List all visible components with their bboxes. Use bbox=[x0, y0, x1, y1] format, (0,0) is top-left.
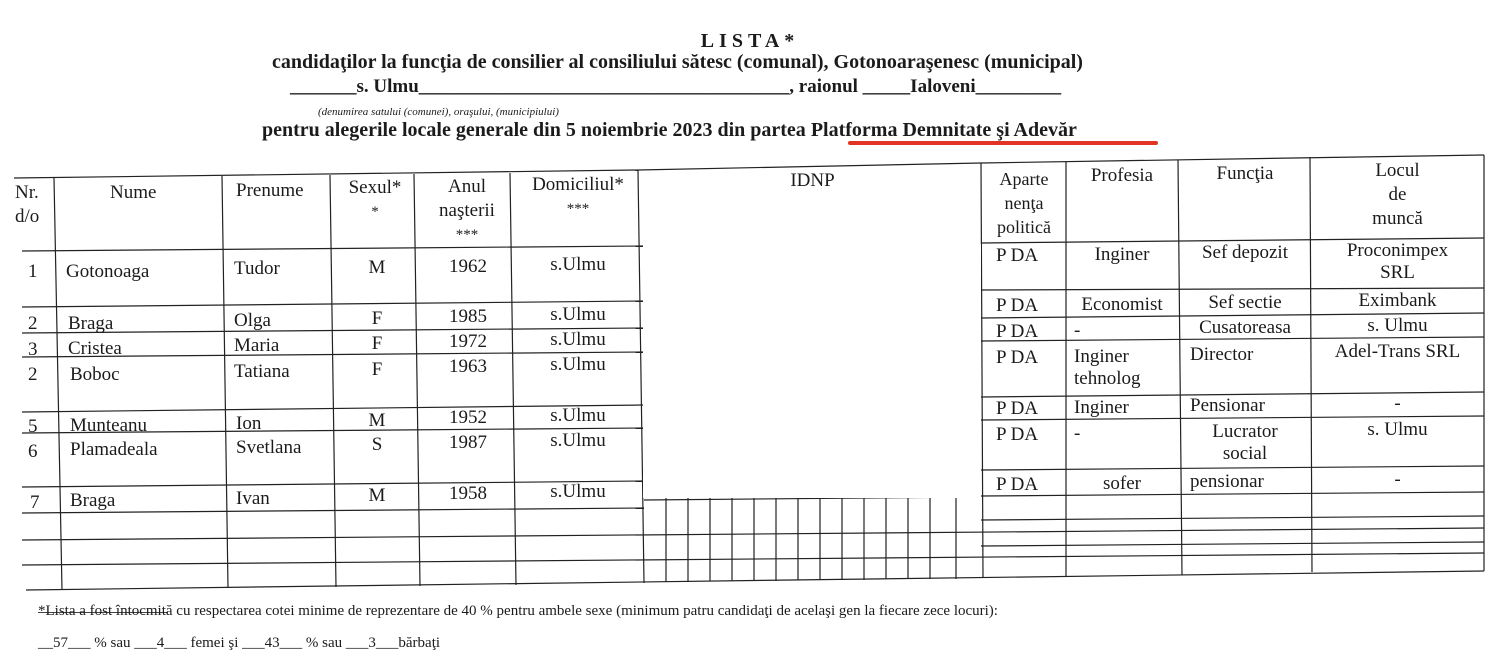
col-header-profesia: Profesia bbox=[1090, 165, 1154, 186]
row-6-functia-line1: Lucrator bbox=[1212, 421, 1278, 442]
col-header-sexul bbox=[340, 176, 410, 224]
row-5-sex: M bbox=[368, 410, 386, 431]
row-3-prenume: Maria bbox=[234, 335, 280, 356]
row-6-nr: 6 bbox=[28, 441, 38, 462]
row-3-nr: 3 bbox=[28, 339, 38, 360]
row-7-locul: - bbox=[1394, 469, 1401, 490]
document-subtitle: candidaţilor la funcţia de consilier al consiliului sătesc (comunal), Gotonoaraşenesc (municipal) bbox=[272, 51, 1083, 73]
row-5-nr: 5 bbox=[28, 416, 38, 437]
col-header-anul-line3: *** bbox=[455, 227, 479, 243]
locality-caption: (denumirea satului (comunei), oraşului, (municipiului) bbox=[318, 106, 559, 118]
locality-prefix: _______ bbox=[290, 76, 357, 97]
row-4-profesia-line2: tehnolog bbox=[1074, 368, 1141, 389]
party-name: Platforma Demnitate şi Adevăr bbox=[810, 119, 1077, 141]
col-header-locul-line1: Locul bbox=[1375, 160, 1420, 181]
row-4-sex: F bbox=[371, 359, 383, 380]
col-header-apartenenta-line3: politică bbox=[997, 217, 1051, 237]
row-6-nume: Plamadeala bbox=[70, 439, 158, 460]
row-4-profesia bbox=[1074, 346, 1141, 390]
row-2-locul: Eximbank bbox=[1358, 290, 1437, 311]
row-4-domiciliu: s.Ulmu bbox=[550, 354, 606, 375]
raion-prefix: , raionul _____ bbox=[789, 76, 911, 97]
locality-blank: _______________________________________ bbox=[418, 76, 790, 97]
row-6-functia bbox=[1180, 421, 1310, 465]
row-3-locul: s. Ulmu bbox=[1367, 315, 1428, 336]
row-1-partid: P DA bbox=[996, 245, 1039, 266]
row-3-partid: P DA bbox=[996, 321, 1039, 342]
row-2-nume: Braga bbox=[68, 313, 114, 334]
col-header-domiciliul bbox=[516, 173, 640, 221]
raion-name: Ialoveni bbox=[910, 76, 976, 97]
row-1-nume: Gotonoaga bbox=[66, 261, 150, 282]
row-7-sex: M bbox=[368, 485, 386, 506]
row-7-anul: 1958 bbox=[449, 483, 487, 504]
row-4-partid: P DA bbox=[996, 347, 1039, 368]
col-header-nr bbox=[15, 181, 39, 229]
row-3-profesia: - bbox=[1074, 320, 1081, 341]
row-1-domiciliu: s.Ulmu bbox=[550, 254, 606, 275]
footnote-text: *Lista a fost întocmită cu respectarea cotei minime de reprezentare de 40 % pentru ambele sexe (minimum patru candidaţi de acelaşi gen la fiecare zece locuri): bbox=[38, 603, 998, 619]
row-3-domiciliu: s.Ulmu bbox=[550, 329, 606, 350]
row-3-functia: Cusatoreasa bbox=[1199, 317, 1291, 338]
row-6-profesia: - bbox=[1074, 423, 1081, 444]
col-header-sexul-line2: * bbox=[371, 204, 379, 220]
col-header-locul bbox=[1311, 159, 1484, 231]
row-5-prenume: Ion bbox=[236, 413, 262, 434]
row-7-prenume: Ivan bbox=[236, 488, 270, 509]
col-header-anul-line1: Anul bbox=[448, 176, 486, 197]
row-5-domiciliu: s.Ulmu bbox=[550, 405, 606, 426]
row-2-sex: F bbox=[371, 308, 383, 329]
row-3-sex: F bbox=[371, 333, 383, 354]
col-header-apartenenta-line2: nenţa bbox=[1004, 193, 1044, 213]
row-3-nume: Cristea bbox=[68, 338, 122, 359]
row-6-locul: s. Ulmu bbox=[1367, 419, 1428, 440]
raion-blank: _________ bbox=[975, 76, 1062, 97]
row-2-profesia: Economist bbox=[1081, 294, 1163, 315]
col-header-nume: Nume bbox=[110, 182, 157, 203]
row-7-partid: P DA bbox=[996, 474, 1039, 495]
row-1-prenume: Tudor bbox=[234, 258, 280, 279]
row-1-locul bbox=[1311, 240, 1484, 284]
row-6-functia-line2: social bbox=[1222, 443, 1268, 464]
row-3-anul: 1972 bbox=[449, 331, 487, 352]
row-1-profesia: Inginer bbox=[1094, 244, 1150, 265]
row-1-functia: Sef depozit bbox=[1201, 242, 1288, 263]
row-1-sex: M bbox=[368, 257, 386, 278]
row-6-partid: P DA bbox=[996, 424, 1039, 445]
row-4-nume: Boboc bbox=[70, 364, 120, 385]
row-6-prenume: Svetlana bbox=[236, 437, 302, 458]
row-7-profesia: sofer bbox=[1103, 473, 1141, 494]
idnp-redacted-area bbox=[643, 244, 981, 498]
row-5-anul: 1952 bbox=[449, 407, 487, 428]
row-4-nr: 2 bbox=[28, 364, 38, 385]
row-4-functia: Director bbox=[1190, 344, 1254, 365]
document-title: LISTA* bbox=[700, 30, 800, 52]
locality-name: s. Ulmu bbox=[356, 76, 419, 97]
col-header-apartenenta bbox=[983, 167, 1065, 239]
col-header-idnp: IDNP bbox=[790, 170, 835, 191]
col-header-domiciliul-line2: *** bbox=[566, 201, 590, 217]
col-header-anul-line2: naşterii bbox=[439, 200, 495, 221]
footnote-quota: __57___ % sau ___4___ femei şi ___43___ % sau ___3___bărbaţi bbox=[38, 635, 441, 651]
election-text: pentru alegerile locale generale din 5 noiembrie 2023 din partea bbox=[262, 119, 806, 141]
row-7-nume: Braga bbox=[70, 490, 116, 511]
row-5-partid: P DA bbox=[996, 398, 1039, 419]
col-header-locul-line2: de bbox=[1388, 184, 1407, 205]
row-6-anul: 1987 bbox=[449, 432, 487, 453]
row-7-nr: 7 bbox=[30, 492, 40, 513]
row-2-prenume: Olga bbox=[234, 310, 271, 331]
col-header-prenume: Prenume bbox=[236, 180, 304, 201]
row-1-locul-line2: SRL bbox=[1380, 262, 1415, 283]
row-1-nr: 1 bbox=[28, 261, 38, 282]
col-header-domiciliul-line1: Domiciliul* bbox=[532, 174, 624, 195]
row-4-profesia-line1: Inginer bbox=[1074, 346, 1129, 367]
col-header-nr-line2: d/o bbox=[15, 206, 40, 227]
row-7-domiciliu: s.Ulmu bbox=[550, 481, 606, 502]
col-header-nr-line1: Nr. bbox=[15, 182, 39, 203]
row-2-domiciliu: s.Ulmu bbox=[550, 304, 606, 325]
row-2-partid: P DA bbox=[996, 295, 1039, 316]
row-4-anul: 1963 bbox=[449, 356, 487, 377]
col-header-apartenenta-line1: Aparte bbox=[999, 169, 1049, 189]
col-header-locul-line3: muncă bbox=[1372, 208, 1423, 229]
col-header-anul bbox=[424, 175, 510, 247]
row-6-sex: S bbox=[371, 434, 383, 455]
row-4-locul: Adel-Trans SRL bbox=[1334, 341, 1461, 362]
row-1-locul-line1: Proconimpex bbox=[1346, 240, 1449, 261]
row-6-domiciliu: s.Ulmu bbox=[550, 430, 606, 451]
row-7-functia: pensionar bbox=[1190, 471, 1264, 492]
row-5-profesia: Inginer bbox=[1074, 397, 1129, 418]
col-header-functia: Funcţia bbox=[1216, 163, 1274, 184]
row-5-locul: - bbox=[1394, 393, 1401, 414]
col-header-sexul-line1: Sexul* bbox=[348, 177, 402, 198]
row-2-functia: Sef sectie bbox=[1208, 292, 1282, 313]
row-1-anul: 1962 bbox=[449, 256, 487, 277]
row-4-prenume: Tatiana bbox=[234, 361, 290, 382]
row-2-anul: 1985 bbox=[449, 306, 487, 327]
row-5-functia: Pensionar bbox=[1190, 395, 1265, 416]
row-2-nr: 2 bbox=[28, 313, 38, 334]
row-5-nume: Munteanu bbox=[70, 415, 148, 436]
